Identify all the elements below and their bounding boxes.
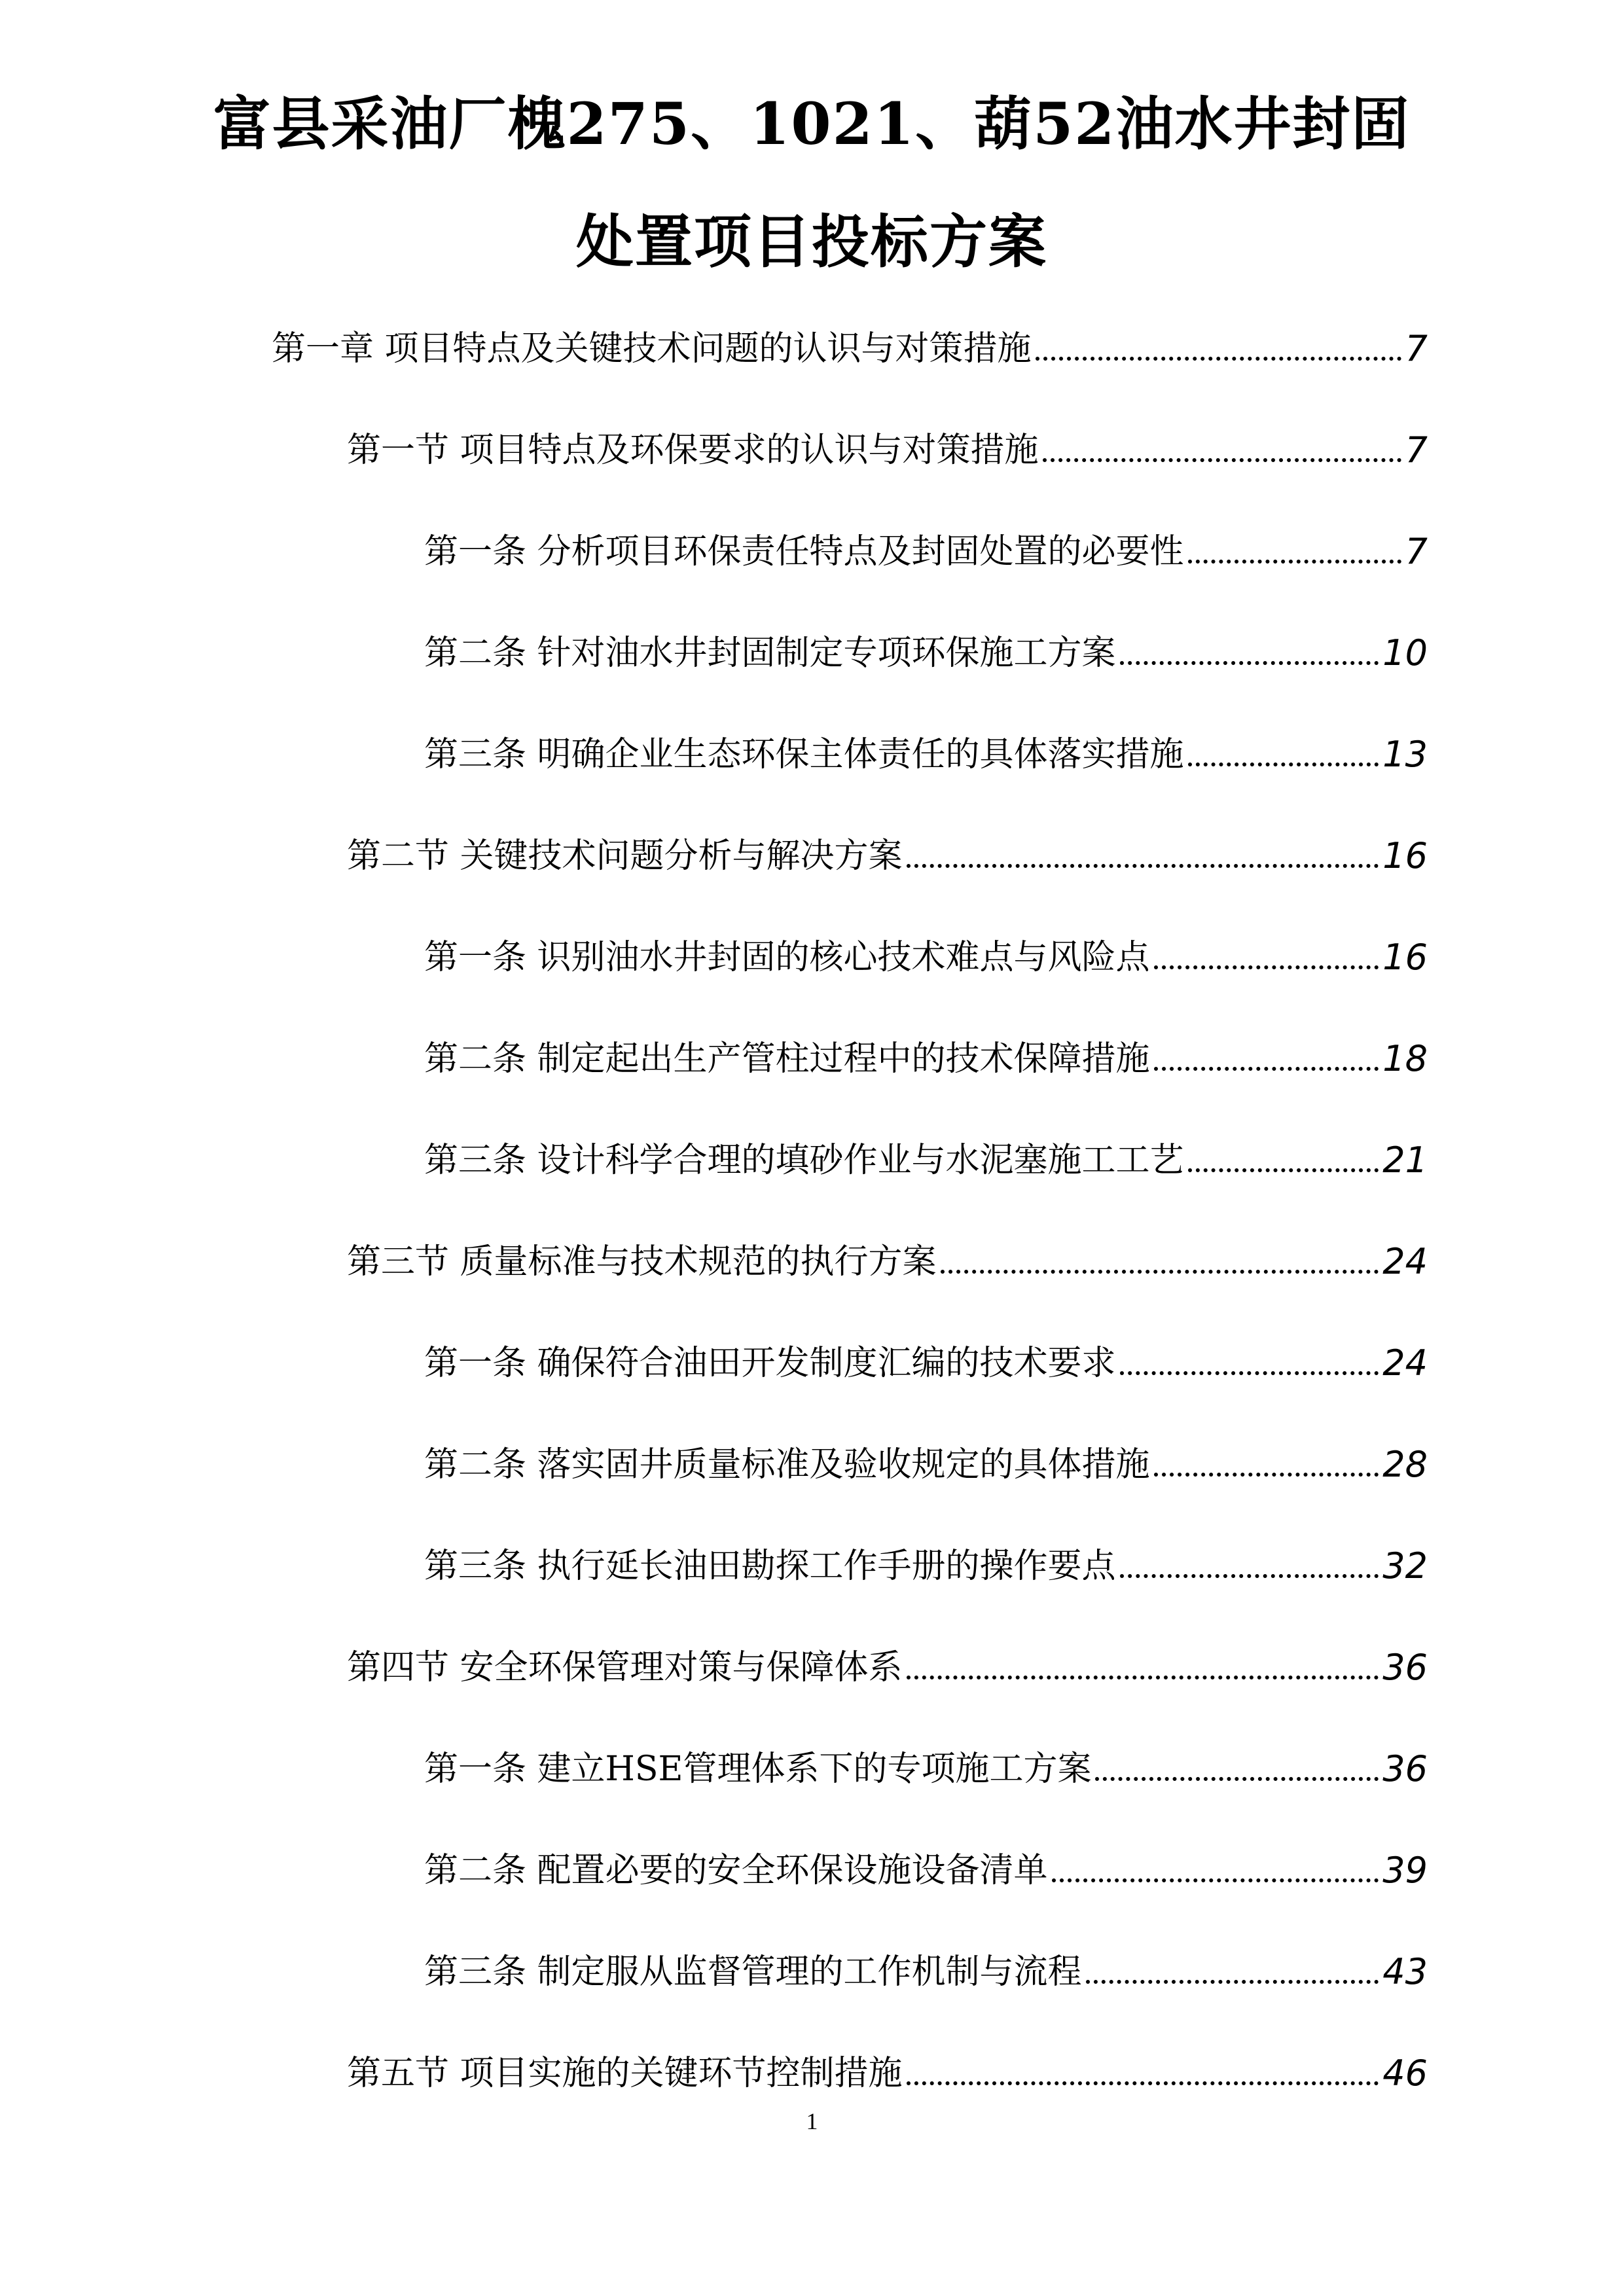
dot-leader (907, 2081, 1379, 2085)
toc-entry-article-2-3[interactable] (424, 1129, 1428, 1181)
toc-entry-label: 第一条 分析项目环保责任特点及封固处置的必要性 (424, 532, 1184, 571)
toc-entry-chapter-1[interactable] (272, 317, 1428, 370)
toc-entry-page: 13 (1382, 734, 1428, 775)
toc-entry-page: 46 (1382, 2053, 1428, 2094)
dot-leader (1188, 560, 1401, 564)
dot-leader (1036, 357, 1401, 361)
toc-entry-label: 第二条 落实固井质量标准及验收规定的具体措施 (424, 1445, 1150, 1484)
toc-entry-article-2-2[interactable] (424, 1028, 1428, 1080)
document-title-line-1: 富县采油厂槐275、1021、葫52油水井封固 (213, 90, 1411, 158)
toc-entry-label: 第二条 制定起出生产管柱过程中的技术保障措施 (424, 1039, 1150, 1079)
toc-entry-section-3[interactable] (347, 1230, 1428, 1283)
toc-entry-section-1[interactable] (347, 419, 1428, 471)
toc-entry-page: 43 (1382, 1951, 1428, 1992)
toc-entry-label: 第三节 质量标准与技术规范的执行方案 (347, 1242, 937, 1282)
toc-entry-article-3-2[interactable] (424, 1433, 1428, 1486)
toc-entry-article-1-3[interactable] (424, 723, 1428, 776)
toc-entry-label: 第二节 关键技术问题分析与解决方案 (347, 836, 903, 876)
toc-entry-label: 第一条 建立HSE管理体系下的专项施工方案 (424, 1749, 1092, 1789)
toc-entry-page: 24 (1382, 1241, 1428, 1282)
toc-entry-page: 32 (1382, 1545, 1428, 1587)
toc-entry-page: 39 (1382, 1850, 1428, 1891)
dot-leader (1043, 458, 1401, 462)
toc-entry-label: 第一条 确保符合油田开发制度汇编的技术要求 (424, 1344, 1116, 1383)
toc-entry-article-3-3[interactable] (424, 1535, 1428, 1587)
dot-leader (1154, 1473, 1379, 1477)
dot-leader (1120, 1574, 1379, 1578)
toc-entry-label: 第二条 针对油水井封固制定专项环保施工方案 (424, 634, 1116, 673)
toc-entry-label: 第三条 制定服从监督管理的工作机制与流程 (424, 1952, 1082, 1992)
toc-entry-label: 第五节 项目实施的关键环节控制措施 (347, 2054, 903, 2093)
toc-entry-page: 10 (1382, 632, 1428, 673)
toc-entry-page: 7 (1405, 531, 1428, 572)
toc-entry-section-4[interactable] (347, 1636, 1428, 1689)
toc-entry-page: 18 (1382, 1038, 1428, 1079)
toc-entry-article-1-2[interactable] (424, 622, 1428, 674)
toc-entry-label: 第二条 配置必要的安全环保设施设备清单 (424, 1851, 1048, 1890)
toc-entry-label: 第四节 安全环保管理对策与保障体系 (347, 1648, 903, 1687)
toc-entry-page: 7 (1405, 429, 1428, 471)
toc-entry-label: 第三条 明确企业生态环保主体责任的具体落实措施 (424, 735, 1184, 774)
toc-entry-page: 36 (1382, 1647, 1428, 1688)
toc-entry-article-4-1[interactable] (424, 1738, 1428, 1790)
toc-entry-article-3-1[interactable] (424, 1332, 1428, 1384)
toc-entry-article-4-3[interactable] (424, 1941, 1428, 1993)
toc-entry-page: 28 (1382, 1444, 1428, 1485)
toc-entry-section-5[interactable] (347, 2042, 1428, 2094)
toc-entry-article-2-1[interactable] (424, 926, 1428, 978)
dot-leader (1188, 1168, 1379, 1172)
page-number: 1 (806, 2108, 818, 2134)
dot-leader (1154, 1067, 1379, 1071)
toc-entry-page: 24 (1382, 1342, 1428, 1384)
toc-entry-label: 第三条 执行延长油田勘探工作手册的操作要点 (424, 1547, 1116, 1586)
dot-leader (1188, 762, 1379, 766)
toc-entry-label: 第一节 项目特点及环保要求的认识与对策措施 (347, 431, 1039, 470)
dot-leader (1095, 1777, 1379, 1781)
document-title-line-2: 处置项目投标方案 (575, 207, 1047, 276)
dot-leader (1154, 965, 1379, 969)
toc-entry-page: 21 (1382, 1139, 1428, 1181)
toc-entry-page: 36 (1382, 1748, 1428, 1789)
toc-entry-label: 第三条 设计科学合理的填砂作业与水泥塞施工工艺 (424, 1141, 1184, 1180)
dot-leader (1120, 1371, 1379, 1375)
toc-entry-page: 16 (1382, 937, 1428, 978)
toc-entry-article-4-2[interactable] (424, 1839, 1428, 1892)
toc-entry-label: 第一章 项目特点及关键技术问题的认识与对策措施 (272, 329, 1032, 368)
dot-leader (1120, 661, 1379, 665)
dot-leader (907, 864, 1379, 868)
dot-leader (1052, 1878, 1379, 1882)
toc-entry-label: 第一条 识别油水井封固的核心技术难点与风险点 (424, 938, 1150, 977)
toc-entry-page: 7 (1405, 328, 1428, 369)
toc-entry-page: 16 (1382, 835, 1428, 876)
dot-leader (1086, 1980, 1379, 1984)
dot-leader (907, 1676, 1379, 1679)
toc-entry-section-2[interactable] (347, 825, 1428, 877)
toc-entry-article-1-1[interactable] (424, 520, 1428, 573)
dot-leader (941, 1270, 1379, 1274)
